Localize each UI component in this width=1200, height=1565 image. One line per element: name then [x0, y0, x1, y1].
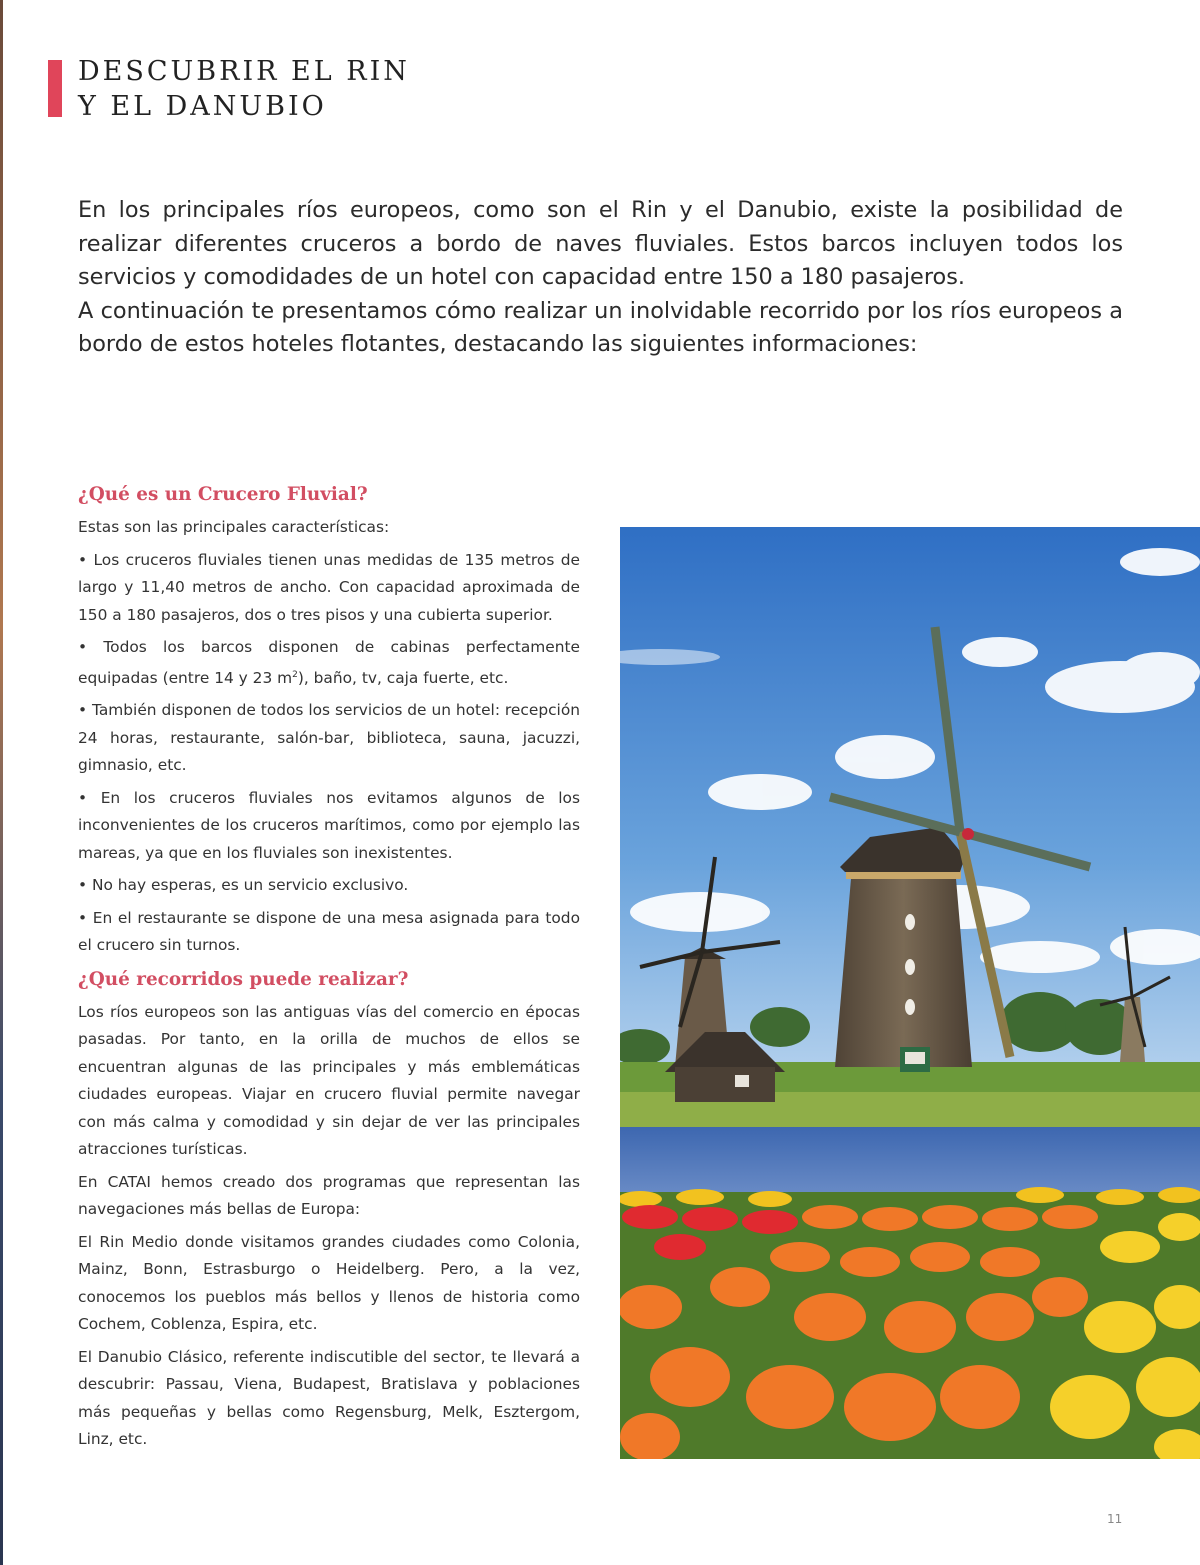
intro-paragraph-1: En los principales ríos europeos, como son el Rin y el Danubio, existe la posibilidad de realizar diferentes cruceros a bordo de naves fluviales. Estos barcos incluyen todos los servicios y comodidades de un hotel con capacidad entre 150 a 180 pasajeros. — [78, 197, 1123, 290]
main-text-column — [78, 480, 580, 1459]
feature-bullet-6: • En el restaurante se dispone de una mesa asignada para todo el crucero sin turnos. — [78, 908, 580, 955]
feature-bullet-5: • No hay esperas, es un servicio exclusivo. — [78, 876, 409, 895]
feature-bullet-3: • También disponen de todos los servicios de un hotel: recepción 24 horas, restaurante, salón-bar, biblioteca, sauna, jacuzzi, gimnasio, etc. — [78, 701, 580, 775]
feature-bullet-4: • En los cruceros fluviales nos evitamos algunos de los inconvenientes de los cruceros marítimos, como por ejemplo las mareas, ya que en los fluviales son inexistentes. — [78, 788, 580, 862]
feature-bullet-2-superscript: 2 — [292, 669, 298, 680]
page-title-line-2: Y EL DANUBIO — [78, 91, 327, 122]
feature-bullet-1: • Los cruceros fluviales tienen unas medidas de 135 metros de largo y 11,40 metros de ancho. Con capacidad aproximada de 150 a 180 pasajeros, dos o tres pisos y una cubierta superior. — [78, 550, 580, 624]
feature-bullet-2 — [78, 634, 580, 692]
routes-paragraph-2: En CATAI hemos creado dos programas que representan las navegaciones más bellas de Europa: — [78, 1172, 580, 1219]
features-lead: Estas son las principales características: — [78, 518, 390, 536]
section-heading-what-is: ¿Qué es un Crucero Fluvial? — [78, 484, 368, 505]
routes-paragraph-3: El Rin Medio donde visitamos grandes ciudades como Colonia, Mainz, Bonn, Estrasburgo o Heidelberg. Pero, a la vez, conocemos los pueblos más bellos y llenos de historia como Cochem, Coblenza, Espira, etc. — [78, 1232, 580, 1334]
page-number: 11 — [1107, 1512, 1123, 1526]
windmills-tulips-photo — [620, 527, 1200, 1459]
page-title — [78, 54, 410, 124]
section-heading-routes: ¿Qué recorridos puede realizar? — [78, 968, 409, 990]
windmills-tulips-illustration — [620, 527, 1200, 1459]
title-accent-bar — [48, 60, 62, 117]
intro-paragraph-2: A continuación te presentamos cómo realizar un inolvidable recorrido por los ríos europeos a bordo de estos hoteles flotantes, destacando las siguientes informaciones: — [78, 297, 1123, 357]
routes-paragraph-4: El Danubio Clásico, referente indiscutible del sector, te llevará a descubrir: Passau, Viena, Budapest, Bratislava y poblaciones más pequeñas y bellas como Regensburg, Melk, Esztergom, Linz, etc. — [78, 1347, 580, 1449]
page-title-line-1: DESCUBRIR EL RIN — [78, 56, 410, 87]
page-edge-decoration — [0, 0, 3, 1565]
routes-paragraph-1: Los ríos europeos son las antiguas vías del comercio en épocas pasadas. Por tanto, en la orilla de muchos de ellos se encuentran algunas de las principales y más emblemáticas ciudades europeas. Viajar en crucero fluvial permite navegar con más calma y comodidad y sin dejar de ver las principales atracciones turísticas. — [78, 1002, 580, 1159]
feature-bullet-2-text: • Todos los barcos disponen de cabinas perfectamente equipadas (entre 14 y 23 m — [78, 638, 580, 687]
feature-bullet-2-text-end: ), baño, tv, caja fuerte, etc. — [297, 668, 509, 687]
intro-text — [78, 194, 1123, 362]
